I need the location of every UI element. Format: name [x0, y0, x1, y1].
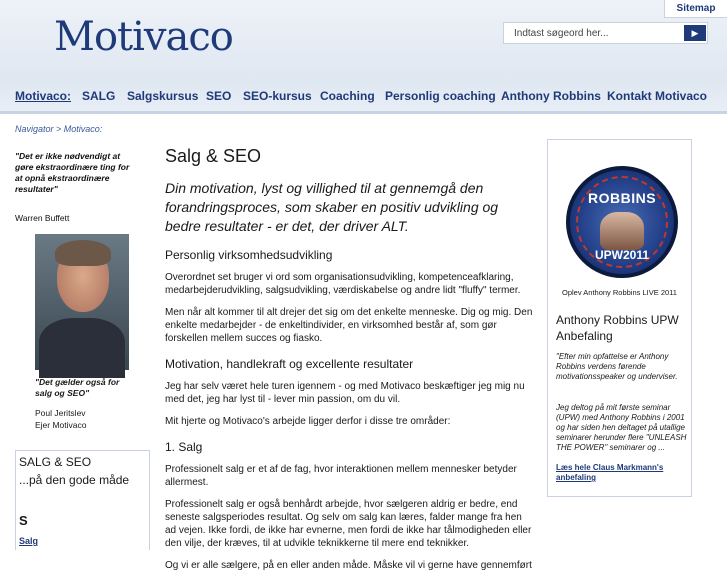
quote-author: Warren Buffett: [15, 213, 70, 223]
nav-item-coaching[interactable]: Coaching: [320, 89, 375, 103]
nav-item-kontakt[interactable]: Kontakt Motivaco: [607, 89, 708, 103]
section-heading-personal: Personlig virksomhedsudvikling: [165, 248, 333, 262]
motivaco-logo[interactable]: Motivaco: [54, 14, 233, 60]
nav-item-seo[interactable]: SEO: [206, 89, 232, 103]
sitemap-link[interactable]: Sitemap: [664, 0, 727, 18]
paragraph: Professionelt salg er også benhårdt arbejde, hvor sælgeren aldrig er bedre, end seneste salgsperiodes resultat. Og selv om salg kan læres, falder mange fra hen ad vejen. Ikke fordi, de ikke har evnerne, men fordi de ikke har tålmodigheden eller den vilje, der kræves, til at udvikle teknikkerne til mere end teknikker.: [165, 499, 532, 549]
paragraph: Jeg har selv været hele turen igennem - og med Motivaco beskæftiger jeg mig nu med det, jeg har lyst til - lever min passion, om du vil.: [165, 381, 525, 405]
sidebar-link-salg[interactable]: Salg: [19, 536, 39, 546]
site-header: [0, 0, 727, 82]
section-heading-salg: 1. Salg: [165, 440, 203, 454]
owner-photo: [35, 234, 129, 370]
nav-item-personlig-coaching[interactable]: Personlig coaching: [385, 89, 496, 103]
paragraph: Men når alt kommer til alt drejer det sig om det enkelte menneske. Dig og mig. Den enkelte medarbejder - de enkeltindivider, en virksomhed består af, som gør forskellen mellem succes og fiasko.: [165, 307, 533, 344]
badge-title: ROBBINS: [587, 190, 657, 206]
owner-name: Poul Jeritslev: [35, 408, 86, 418]
nav-item-anthony-robbins[interactable]: Anthony Robbins: [501, 89, 601, 103]
sidebar-section-heading: S: [19, 513, 28, 528]
paragraph: Overordnet set bruger vi ord som organisationsudvikling, kompetenceafklaring, medarbejderudvikling, salgsudvikling, værdiskabelse og andre lidt "fluffy" termer.: [165, 272, 521, 296]
nav-item-salg[interactable]: SALG: [82, 89, 116, 103]
sidebar-box-title: SALG & SEO: [19, 455, 92, 469]
sidebar-menu-box: [15, 450, 150, 550]
main-navigation: [0, 82, 727, 114]
search-box: [503, 22, 708, 44]
owner-signature: [35, 407, 87, 431]
sidebar-box-subtitle: ...på den gode måde: [19, 473, 130, 487]
section-heading-motivation: Motivation, handlekraft og excellente resultater: [165, 357, 414, 371]
owner-quote: "Det gælder også for salg og SEO": [35, 377, 120, 398]
nav-item-motivaco[interactable]: Motivaco:: [15, 89, 72, 103]
recommendation-heading: Anthony Robbins UPW Anbefaling: [556, 313, 679, 343]
badge-caption: Oplev Anthony Robbins LIVE 2011: [562, 288, 677, 297]
breadcrumb[interactable]: Navigator > Motivaco:: [15, 124, 103, 134]
paragraph: Professionelt salg er et af de fag, hvor interaktionen mellem mennesker betyder allermest.: [165, 464, 517, 488]
owner-title: Ejer Motivaco: [35, 420, 87, 430]
badge-year: UPW2011: [594, 248, 650, 262]
search-submit-button[interactable]: [684, 25, 706, 41]
buffett-quote: "Det er ikke nødvendigt at gøre ekstraordinære ting for at opnå ekstraordinære resultater": [15, 151, 130, 194]
page-title: Salg & SEO: [165, 146, 262, 166]
paragraph: Mit hjerte og Motivaco's arbejde ligger derfor i disse tre områder:: [165, 416, 451, 427]
arrow-right-icon: ▶: [691, 28, 699, 38]
robbins-sidebar: [547, 139, 692, 497]
search-input[interactable]: [504, 24, 682, 44]
recommendation-text: Jeg deltog på mit første seminar (UPW) med Anthony Robbins i 2001 og har siden hen deltaget på utallige seminarer herunder flere "UNLEASH THE POWER" seminarer og ...: [556, 403, 687, 452]
lead-paragraph: Din motivation, lyst og villighed til at gennemgå den forandringsproces, som skaber en positiv udvikling og bedre resultater - er det, der driver ALT.: [165, 180, 499, 234]
nav-item-salgskursus[interactable]: Salgskursus: [127, 89, 199, 103]
main-content: [165, 146, 535, 572]
recommendation-text: "Efter min opfattelse er Anthony Robbins verdens førende motivationsspeaker og underviser.: [556, 352, 678, 381]
nav-item-seo-kursus[interactable]: SEO-kursus: [243, 89, 312, 103]
read-recommendation-link[interactable]: Læs hele Claus Markmann's anbefaling: [556, 463, 664, 482]
upw-2011-badge[interactable]: [566, 166, 678, 278]
paragraph: Og vi er alle sælgere, på en eller anden måde. Måske vil vi gerne have gennemført: [165, 560, 532, 571]
